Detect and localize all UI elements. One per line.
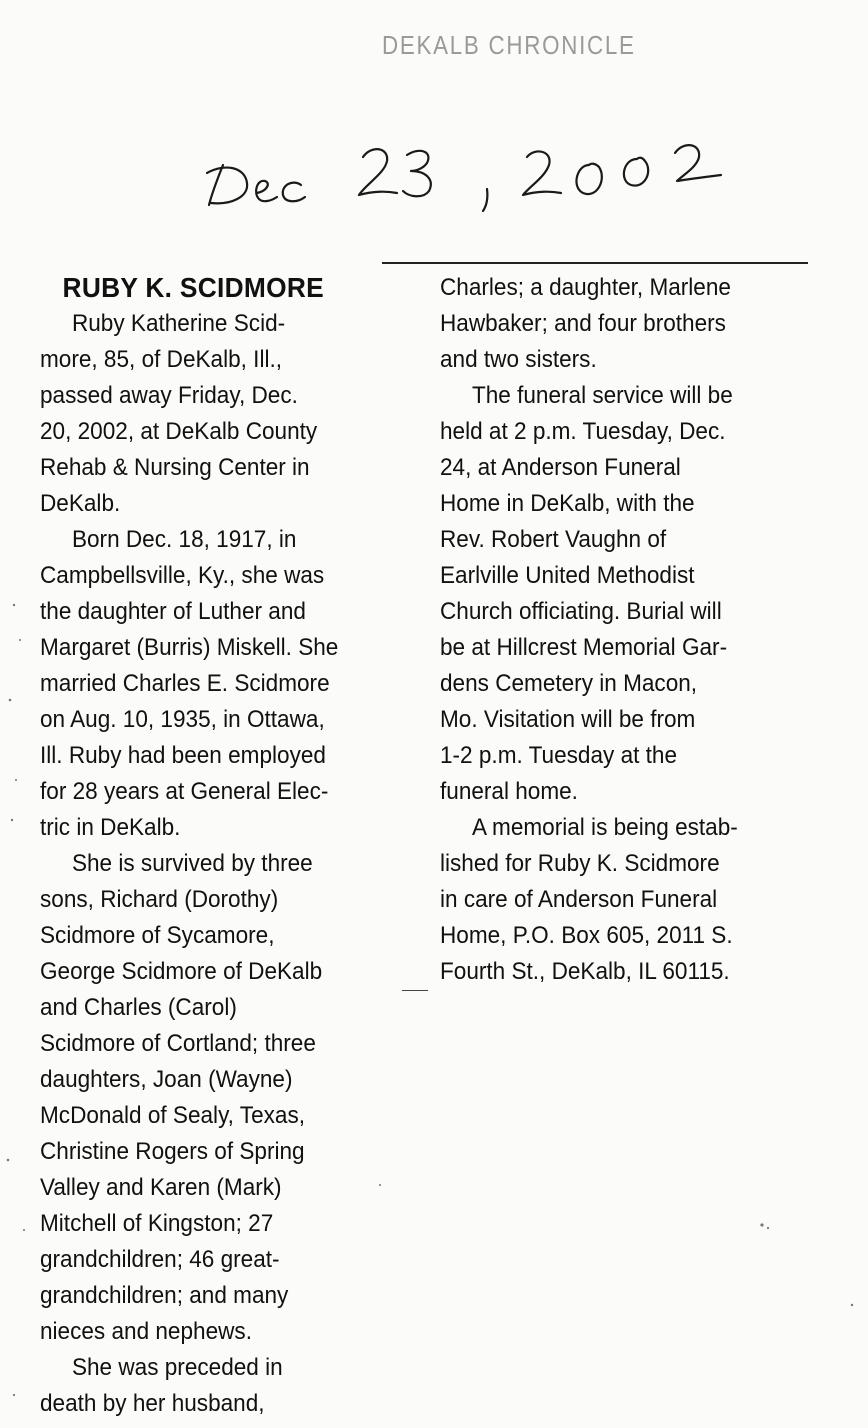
obituary-headline: RUBY K. SCIDMORE: [62, 272, 324, 303]
obituary-text-line: A memorial is being estab-: [471, 814, 738, 841]
obituary-text-line: and Charles (Carol): [40, 994, 237, 1021]
obituary-text-line: Campbellsville, Ky., she was: [40, 562, 325, 589]
obituary-text-line: 1-2 p.m. Tuesday at the: [440, 742, 678, 769]
obituary-text-line: Born Dec. 18, 1917, in: [71, 526, 297, 553]
obituary-text-line: and two sisters.: [440, 346, 597, 373]
obituary-text-line: grandchildren; 46 great-: [40, 1246, 280, 1273]
obituary-text-line: DeKalb.: [40, 490, 121, 517]
obituary-text-line: married Charles E. Scidmore: [40, 670, 330, 697]
obituary-text-line: Valley and Karen (Mark): [40, 1174, 282, 1201]
obituary-text-line: for 28 years at General Elec-: [40, 778, 329, 805]
obituary-text-line: Home in DeKalb, with the: [440, 490, 695, 517]
obituary-text-line: on Aug. 10, 1935, in Ottawa,: [40, 706, 325, 733]
obituary-text-line: dens Cemetery in Macon,: [440, 670, 698, 697]
obituary-text-line: Hawbaker; and four brothers: [440, 310, 726, 337]
obituary-text-line: tric in DeKalb.: [40, 814, 181, 841]
obituary-text-line: Home, P.O. Box 605, 2011 S.: [440, 922, 733, 949]
obituary-text-line: Earlville United Methodist: [440, 562, 695, 589]
obituary-text-line: McDonald of Sealy, Texas,: [40, 1102, 306, 1129]
obituary-text-line: Mo. Visitation will be from: [440, 706, 696, 733]
obituary-text-line: 20, 2002, at DeKalb County: [40, 418, 318, 445]
obituary-text-line: the daughter of Luther and: [40, 598, 306, 625]
obituary-text-line: Rev. Robert Vaughn of: [440, 526, 667, 553]
obituary-text-line: death by her husband,: [40, 1390, 265, 1417]
obituary-text-line: Ruby Katherine Scid-: [71, 310, 286, 337]
newspaper-name-stamp: DEKALB CHRONICLE: [382, 30, 636, 60]
obituary-column-left: [40, 270, 338, 1422]
obituary-text-line: 24, at Anderson Funeral: [440, 454, 681, 481]
obituary-text-line: Church officiating. Burial will: [440, 598, 722, 625]
obituary-text-line: lished for Ruby K. Scidmore: [440, 850, 720, 877]
obituary-column-right: [440, 270, 738, 990]
obituary-text-line: sons, Richard (Dorothy): [40, 886, 279, 913]
obituary-text-line: Scidmore of Sycamore,: [40, 922, 275, 949]
obituary-text-line: Mitchell of Kingston; 27: [40, 1210, 274, 1237]
obituary-text-line: funeral home.: [440, 778, 578, 805]
obituary-text-line: George Scidmore of DeKalb: [40, 958, 323, 985]
obituary-text-line: Ill. Ruby had been employed: [40, 742, 326, 769]
obituary-text-line: Rehab & Nursing Center in: [40, 454, 310, 481]
obituary-text-line: Charles; a daughter, Marlene: [440, 274, 731, 301]
obituary-text-line: Margaret (Burris) Miskell. She: [40, 634, 339, 661]
obituary-text-line: Scidmore of Cortland; three: [40, 1030, 316, 1057]
obituary-text-line: Fourth St., DeKalb, IL 60115.: [440, 958, 730, 985]
obituary-text-line: She is survived by three: [71, 850, 313, 877]
obituary-text-line: The funeral service will be: [471, 382, 733, 409]
obituary-text-line: be at Hillcrest Memorial Gar-: [440, 634, 728, 661]
obituary-text-line: passed away Friday, Dec.: [40, 382, 298, 409]
obituary-text-line: nieces and nephews.: [40, 1318, 252, 1345]
obituary-text-line: held at 2 p.m. Tuesday, Dec.: [440, 418, 726, 445]
obituary-text-line: more, 85, of DeKalb, Ill.,: [40, 346, 283, 373]
obituary-text-line: daughters, Joan (Wayne): [40, 1066, 293, 1093]
obituary-text-line: She was preceded in: [71, 1354, 283, 1381]
obituary-text-line: Christine Rogers of Spring: [40, 1138, 305, 1165]
obituary-text-line: grandchildren; and many: [40, 1282, 289, 1309]
obituary-text-line: in care of Anderson Funeral: [440, 886, 718, 913]
